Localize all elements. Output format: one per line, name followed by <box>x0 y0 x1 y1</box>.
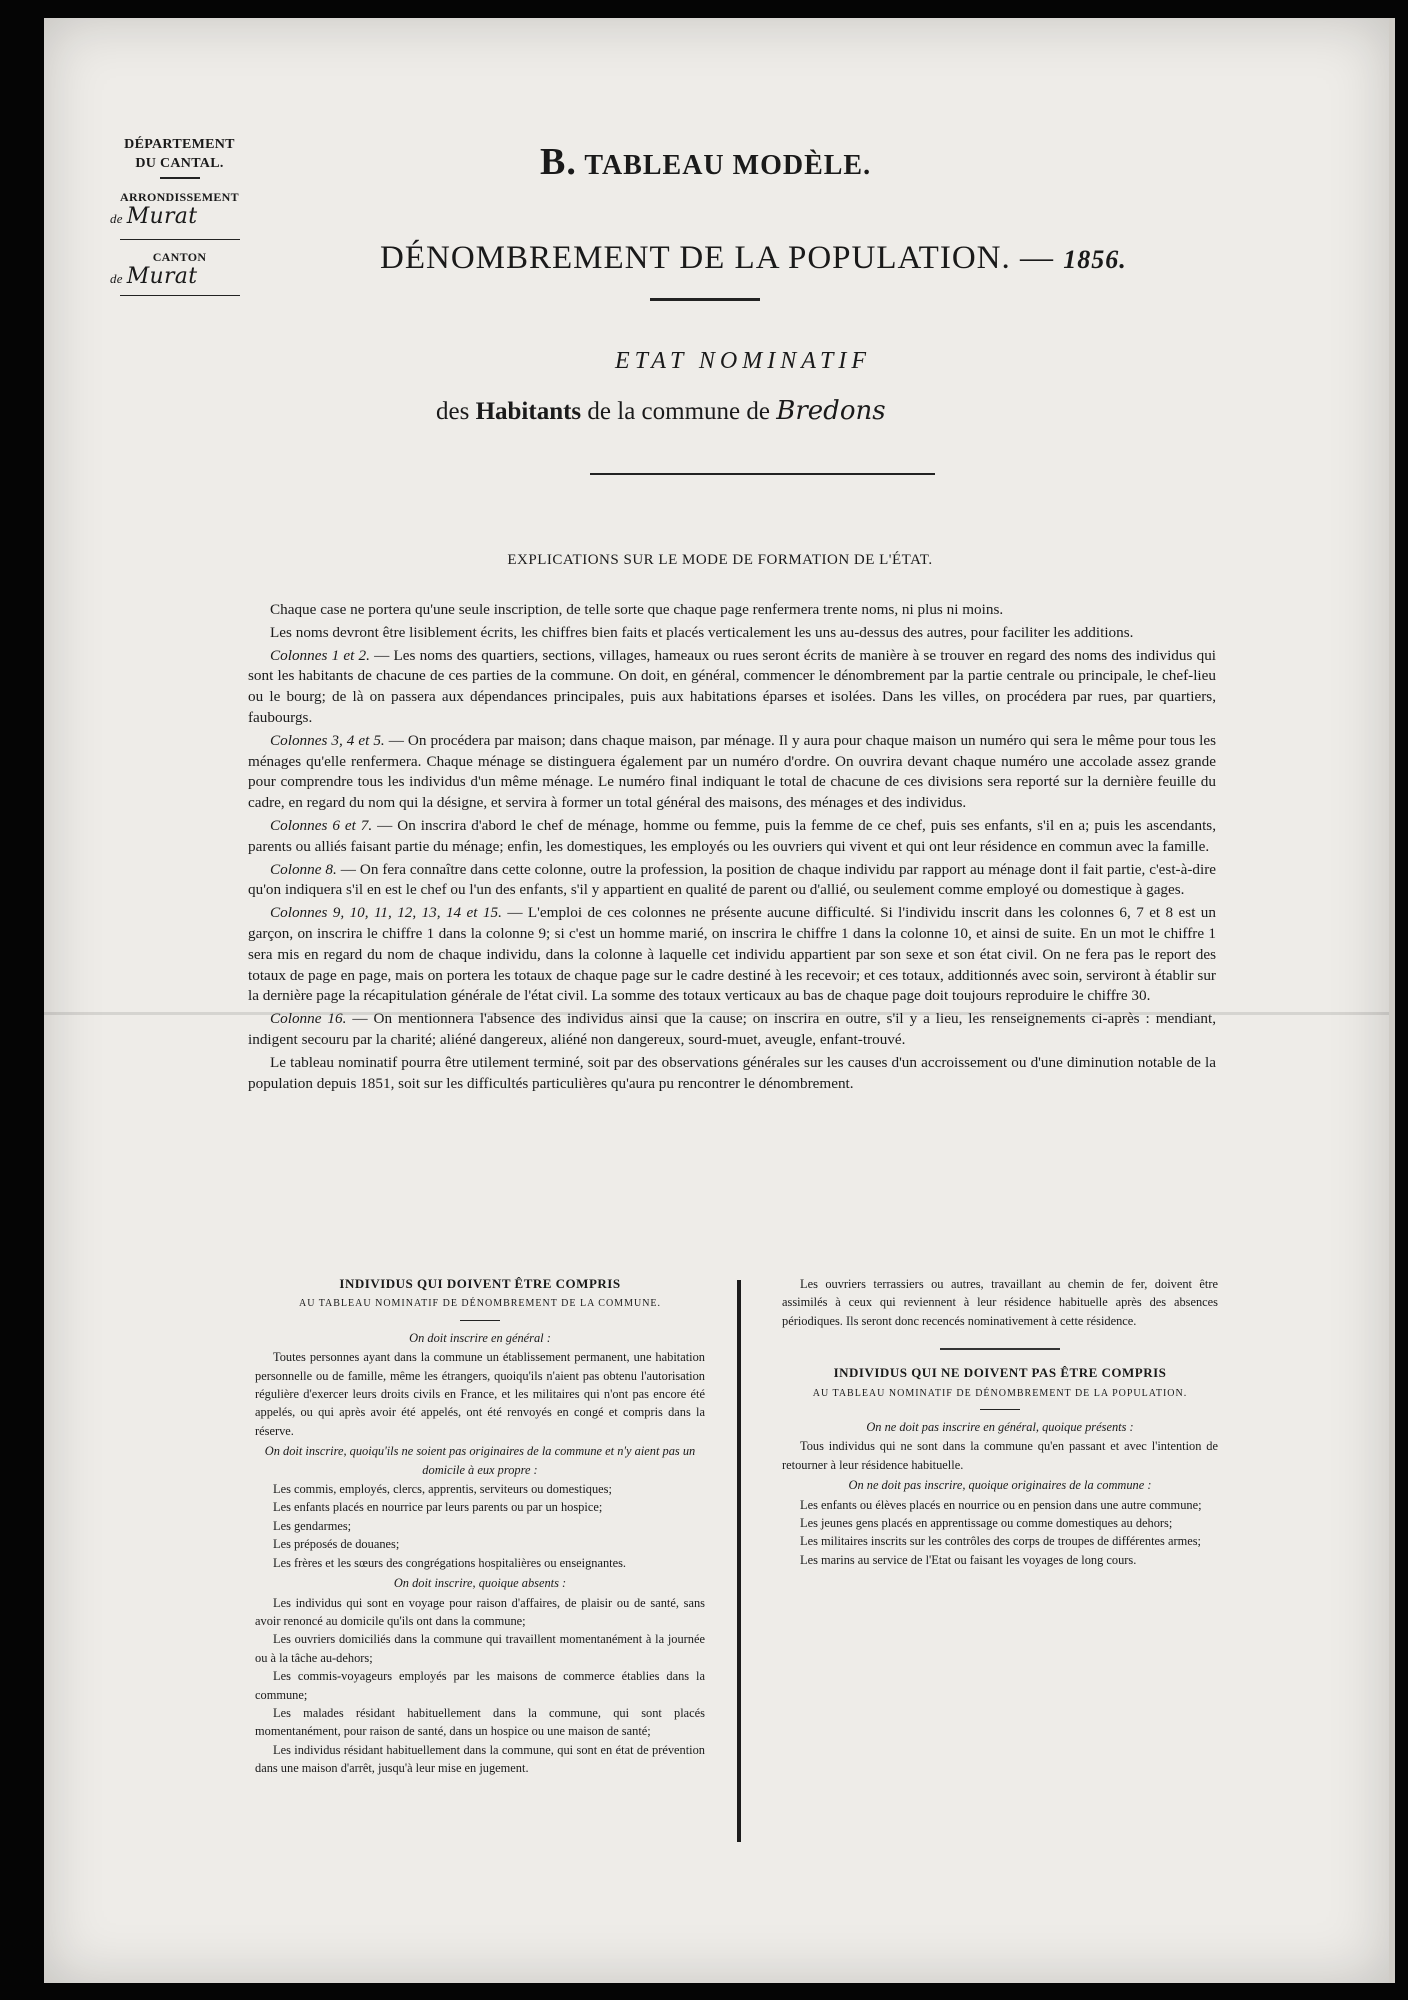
list-item: Les individus qui sont en voyage pour raison d'affaires, de plaisir ou de santé, sans avoir renoncé au domicile qu'ils ont dans la commune; <box>255 1595 705 1628</box>
department-name: DU CANTAL. <box>135 156 224 171</box>
list-item: Les jeunes gens placés en apprentissage ou comme domestiques au dehors; <box>800 1516 1173 1531</box>
right-heading: INDIVIDUS QUI NE DOIVENT PAS ÊTRE COMPRIS <box>833 1365 1167 1381</box>
main-title: DÉNOMBREMENT DE LA POPULATION. — <box>380 240 1054 276</box>
commune-pre: des <box>436 398 470 425</box>
arrondissement-entry <box>102 204 257 229</box>
section-label: On ne doit pas inscrire, quoique originaires de la commune : <box>848 1478 1152 1493</box>
list-item: Les préposés de douanes; <box>273 1537 400 1552</box>
list-item: Les individus résidant habituellement dans la commune, qui sont en état de prévention dans une maison d'arrêt, jusqu'à leur mise en jugement. <box>255 1742 705 1776</box>
explanation-text: — On procédera par maison; dans chaque maison, par ménage. Il y aura pour chaque maison un numéro qui sera le même pour tous les ménages qu'elle renfermera. Chaque ménage se distinguera également par un numéro d'ordre. On ouvrira devant chaque numéro une accolade assez grande pour comprendre tous les individus d'un même ménage. Le numéro final indiquant le total de chacune de ces divisions sera reporté sur la dernière feuille du cadre, en regard du nom qui la désigne, et servira à former un total général des maisons, des ménages et des individus. <box>248 731 1216 812</box>
census-year: 1856. <box>1063 245 1127 274</box>
explanation-paragraph <box>248 903 1216 1007</box>
page-title <box>380 240 1127 277</box>
column-ref: Colonnes 6 et 7. <box>270 816 373 834</box>
model-text: TABLEAU MODÈLE. <box>584 150 872 181</box>
rule-text: Toutes personnes ayant dans la commune un établissement permanent, une habitation personnelle ou de famille, même les étrangers, quoiqu'ils n'aient pas obtenu l'autorisation régulière d'exercer leurs droits civils en France, et les militaires qui n'ont pas encore été appelés, ou qui après avoir été appelés, ont été renvoyés en congé et compris dans la réserve. <box>255 1350 705 1438</box>
column-ref: Colonnes 3, 4 et 5. <box>270 731 385 749</box>
arrondissement-value: Murat <box>126 204 198 229</box>
explanation-paragraph <box>248 816 1216 858</box>
right-column <box>782 1275 1218 1569</box>
commune-bold: Habitants <box>475 398 582 425</box>
arrondissement-prefix: de <box>110 211 123 226</box>
explanation-text: — L'emploi de ces colonnes ne présente aucune difficulté. Si l'individu inscrit dans les colonnes 6, 7 et 8 est un garçon, on inscrira le chiffre 1 dans la colonne 9; si c'est un homme marié, on inscrira le chiffre 1 dans la colonne 10, et ainsi de suite. En un mot le chiffre 1 sera mis en regard du nom de chaque individu, dans la colonne à laquelle cet individu appartient par son sexe et son état civil. On ne fera pas le report des totaux de page en page, mais on portera les totaux de chaque page sur le cadre destiné à les recevoir; et ces totaux, additionnés avec soin, serviront à établir sur la dernière page la récapitulation générale de l'état civil. La somme des totaux verticaux au bas de chaque page doit toujours reproduire le chiffre 30. <box>248 904 1216 1005</box>
etat-nominatif: ETAT NOMINATIF <box>615 348 872 374</box>
list-item: Les enfants placés en nourrice par leurs parents ou par un hospice; <box>273 1500 603 1515</box>
explanation-paragraph <box>248 1009 1216 1051</box>
rule-text: Tous individus qui ne sont dans la commune qu'en passant et avec l'intention de retourner à leur résidence habituelle. <box>782 1439 1218 1472</box>
list-item: Les frères et les sœurs des congrégations hospitalières ou enseignantes. <box>273 1555 627 1570</box>
explanation-paragraph <box>248 646 1216 729</box>
explanation-paragraph: Chaque case ne portera qu'une seule inscription, de telle sorte que chaque page renfermera trente noms, ni plus ni moins. <box>270 601 1004 618</box>
canton-label: CANTON <box>152 250 207 264</box>
list-item: Les commis, employés, clercs, apprentis, serviteurs ou domestiques; <box>273 1482 612 1497</box>
commune-rule <box>590 473 935 475</box>
list-item: Les militaires inscrits sur les contrôles des corps de troupes de différentes armes; <box>800 1534 1201 1549</box>
column-ref: Colonnes 1 et 2. <box>270 646 370 664</box>
left-heading: INDIVIDUS QUI DOIVENT ÊTRE COMPRIS <box>339 1276 621 1291</box>
model-title <box>540 140 871 184</box>
explanations-heading: EXPLICATIONS SUR LE MODE DE FORMATION DE L'ÉTAT. <box>507 552 933 568</box>
explanations-body <box>248 600 1216 1096</box>
section-label: On ne doit pas inscrire en général, quoique présents : <box>866 1420 1134 1435</box>
column-divider <box>737 1280 741 1842</box>
department-label: DÉPARTEMENT <box>124 137 235 152</box>
divider <box>120 239 240 240</box>
canton-value: Murat <box>126 264 198 289</box>
model-letter: B. <box>540 141 577 183</box>
column-ref: Colonne 8. <box>270 860 337 878</box>
section-label: On doit inscrire, quoiqu'ils ne soient pas originaires de la commune et n'y aient pas un domicile à eux propre : <box>264 1444 696 1477</box>
explanation-text: — On fera connaître dans cette colonne, outre la profession, la position de chaque individu par rapport au ménage dont il fait partie, c'est-à-dire qu'on indiquera s'il en est le chef ou l'un des enfants, s'il y appartient en qualité de parent ou d'allié, ou seulement comme employé ou domestique à gages. <box>248 860 1217 899</box>
explanation-text: — On inscrira d'abord le chef de ménage, homme ou femme, puis la femme de ce chef, puis ses enfants, s'il en a; puis les ascendants, parents ou alliés faisant partie du ménage; enfin, les domestiques, les employés ou les ouvriers qui vivent et qui ont leur résidence en commun avec la famille. <box>248 816 1217 855</box>
explanation-text: — On mentionnera l'absence des individus ainsi que la cause; on inscrira en outre, s'il y a lieu, les renseignements ci-après : mendiant, indigent secouru par la charité; aliéné dangereux, aliéné non dangereux, sourd-muet, aveugle, enfant-trouvé. <box>248 1010 1217 1048</box>
left-subheading: AU TABLEAU NOMINATIF DE DÉNOMBREMENT DE LA COMMUNE. <box>298 1298 662 1310</box>
divider <box>120 295 240 296</box>
title-rule <box>650 298 760 301</box>
canton-prefix: de <box>110 271 123 286</box>
commune-value: Bredons <box>776 396 886 426</box>
explanation-paragraph <box>248 731 1216 814</box>
right-subheading: AU TABLEAU NOMINATIF DE DÉNOMBREMENT DE LA POPULATION. <box>812 1387 1188 1399</box>
list-item: Les malades résidant habituellement dans la commune, qui sont placés momentanément, pour raison de santé, dans un hospice ou une maison de santé; <box>255 1705 705 1739</box>
divider <box>160 177 200 179</box>
list-item: Les gendarmes; <box>273 1518 352 1533</box>
divider <box>980 1409 1020 1410</box>
list-item: Les commis-voyageurs employés par les maisons de commerce établies dans la commune; <box>255 1669 705 1702</box>
section-label: On doit inscrire en général : <box>409 1330 551 1345</box>
list-item: Les enfants ou élèves placés en nourrice ou en pension dans une autre commune; <box>800 1497 1202 1512</box>
department-block <box>102 135 257 296</box>
left-column <box>255 1275 705 1778</box>
commune-line <box>436 396 886 426</box>
divider <box>940 1348 1060 1350</box>
list-item: Les ouvriers domiciliés dans la commune qui travaillent momentanément à la journée ou à la tâche au-dehors; <box>255 1632 705 1665</box>
explanation-paragraph: Le tableau nominatif pourra être utilement terminé, soit par des observations générales sur les causes d'un accroissement ou d'une diminution notable de la population depuis 1851, soit sur les difficultés particulières qu'aura pu rencontrer le dénombrement. <box>248 1053 1216 1092</box>
rule-text: Les ouvriers terrassiers ou autres, travaillant au chemin de fer, doivent être assimilés à ceux qui reviennent à leur résidence habituelle après des absences périodiques. Ils seront donc recencés nominativement à cette résidence. <box>782 1277 1218 1328</box>
commune-post: de la commune de <box>587 398 770 425</box>
list-item: Les marins au service de l'Etat ou faisant les voyages de long cours. <box>800 1552 1137 1567</box>
column-ref: Colonne 16. <box>270 1010 347 1028</box>
explanation-text: — Les noms des quartiers, sections, villages, hameaux ou rues seront écrits de manière à se trouver en regard des noms des individus qui sont les habitants de chacune de ces parties de la commune. On doit, en général, commencer le dénombrement par la partie centrale ou principale, le chef-lieu ou le bourg; de là on passera aux dépendances principales, puis aux habitations éparses et isolées. Dans les villes, on procédera par rues, par quartiers, faubourgs. <box>248 646 1217 726</box>
explanation-paragraph <box>248 860 1216 902</box>
canton-entry <box>102 264 257 289</box>
section-label: On doit inscrire, quoique absents : <box>393 1576 567 1591</box>
explanation-paragraph: Les noms devront être lisiblement écrits, les chiffres bien faits et placés verticalement les uns au-dessus des autres, pour faciliter les additions. <box>270 623 1134 641</box>
arrondissement-label: ARRONDISSEMENT <box>120 190 239 204</box>
divider <box>460 1320 500 1321</box>
column-ref: Colonnes 9, 10, 11, 12, 13, 14 et 15. <box>270 904 502 922</box>
